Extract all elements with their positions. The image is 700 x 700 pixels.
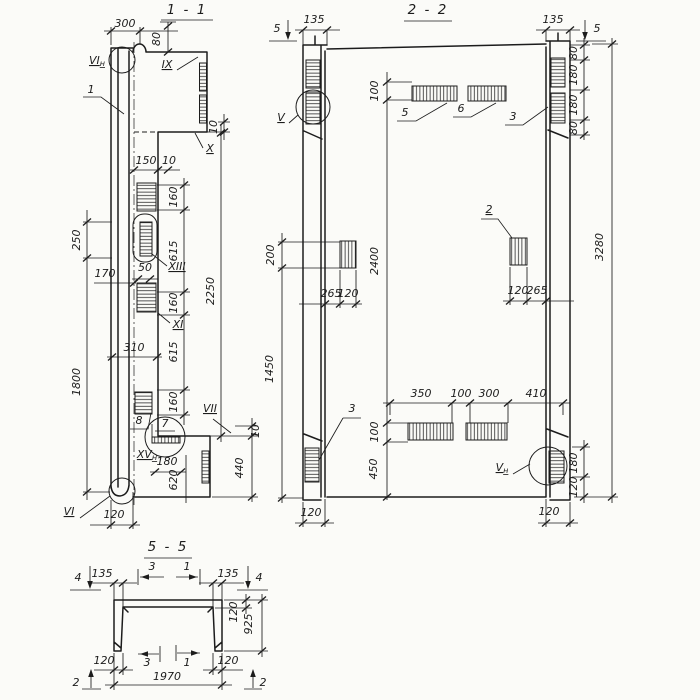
- weld-plate: [140, 222, 152, 256]
- section-marker-4-right: 4: [255, 571, 263, 584]
- dim-label-50: 50: [138, 261, 152, 274]
- dim-label-180: 180: [567, 94, 580, 116]
- dim-label-1970: 1970: [153, 670, 181, 683]
- section-marker-1-top: 1: [183, 560, 191, 573]
- dim-label-180: 180: [567, 452, 580, 474]
- node-label-xiii: XIII: [168, 260, 186, 273]
- dim-label-615: 615: [167, 341, 180, 363]
- dim-label-10: 10: [207, 120, 220, 134]
- section-title-2-2: 2 - 2: [407, 2, 449, 18]
- position-label-6: 6: [457, 102, 465, 115]
- dim-label-170: 170: [94, 267, 116, 280]
- section-1-1-outline: [111, 44, 210, 497]
- dim-label-135: 135: [91, 567, 113, 580]
- dim-label-10: 10: [162, 154, 176, 167]
- dim-label-120: 120: [538, 505, 560, 518]
- weld-plate: [202, 451, 209, 483]
- position-label-2: 2: [485, 203, 493, 216]
- weld-plate: [306, 92, 320, 124]
- dim-label-100: 100: [450, 387, 472, 400]
- node-label-x: X: [206, 142, 214, 155]
- dim-label-200: 200: [264, 244, 277, 266]
- weld-plate: [549, 451, 564, 483]
- weld-plate: [340, 241, 356, 268]
- dim-label-410: 410: [525, 387, 547, 400]
- weld-plate: [408, 423, 453, 440]
- node-label-vi: VI: [63, 505, 75, 518]
- position-label-7: 7: [161, 417, 169, 430]
- dim-label-300: 300: [478, 387, 500, 400]
- position-label-8: 8: [135, 414, 143, 427]
- section-marker-2-left: 2: [72, 676, 80, 689]
- weld-plate: [510, 238, 527, 265]
- dim-label-80: 80: [567, 46, 580, 60]
- node-label-ix: IX: [161, 58, 173, 71]
- dim-label-80: 80: [567, 121, 580, 135]
- dim-label-1450: 1450: [263, 355, 276, 383]
- node-label-v: V: [277, 111, 285, 124]
- node-label-v-n: Vн: [495, 461, 509, 475]
- weld-plate: [466, 423, 507, 440]
- section-marker-3-top: 3: [148, 560, 156, 573]
- weld-plate: [551, 93, 565, 123]
- weld-plate: [137, 283, 156, 312]
- dim-label-2250: 2250: [204, 277, 217, 305]
- dim-label-310: 310: [123, 341, 145, 354]
- position-label-1: 1: [87, 83, 95, 96]
- weld-plate: [412, 86, 457, 101]
- section-marker-2-right: 2: [259, 676, 267, 689]
- dim-label-180: 180: [567, 64, 580, 86]
- section-title-5-5: 5 - 5: [147, 539, 189, 555]
- dim-label-160: 160: [167, 292, 180, 314]
- dim-label-120: 120: [507, 284, 529, 297]
- dim-label-135: 135: [542, 13, 564, 26]
- weld-plate: [135, 392, 152, 414]
- dim-label-120: 120: [93, 654, 115, 667]
- section-title-1-1: 1 - 1: [166, 2, 208, 18]
- dim-label-100: 100: [368, 80, 381, 102]
- dim-label-135: 135: [217, 567, 239, 580]
- weld-plate: [200, 63, 207, 91]
- dim-label-120: 120: [217, 654, 239, 667]
- position-label-3: 3: [348, 402, 356, 415]
- dim-label-925: 925: [242, 613, 255, 635]
- dim-label-160: 160: [167, 391, 180, 413]
- dim-label-615: 615: [167, 240, 180, 262]
- dim-label-10: 10: [249, 424, 262, 438]
- weld-plate: [305, 448, 319, 482]
- dim-label-135: 135: [303, 13, 325, 26]
- bearing-plate: [152, 437, 180, 443]
- section-2-2: [263, 2, 618, 527]
- dim-label-2400: 2400: [368, 247, 381, 275]
- node-label-xi: XI: [172, 318, 184, 331]
- dim-label-440: 440: [233, 457, 246, 479]
- dim-label-150: 150: [135, 154, 157, 167]
- section-1-1: [64, 2, 262, 529]
- dim-label-160: 160: [167, 186, 180, 208]
- dim-label-180: 180: [156, 455, 178, 468]
- dim-label-120: 120: [567, 476, 580, 498]
- section-marker-1-bottom: 1: [183, 656, 191, 669]
- dim-label-450: 450: [367, 458, 380, 480]
- dim-label-1800: 1800: [70, 368, 83, 396]
- weld-plate: [468, 86, 506, 101]
- section-marker-5-right: 5: [593, 22, 601, 35]
- weld-plate: [551, 58, 565, 87]
- position-label-3: 3: [509, 110, 517, 123]
- dim-label-120: 120: [337, 287, 359, 300]
- dim-label-120: 120: [227, 601, 240, 623]
- node-label-vii: VII: [202, 402, 218, 415]
- dim-label-350: 350: [410, 387, 432, 400]
- node-circle: [109, 47, 135, 73]
- dim-label-265: 265: [526, 284, 548, 297]
- dim-label-265: 265: [320, 287, 342, 300]
- dim-label-120: 120: [300, 506, 322, 519]
- position-label-5: 5: [401, 106, 409, 119]
- dim-label-100: 100: [368, 421, 381, 443]
- node-label-xv-n: XVн: [136, 448, 158, 462]
- weld-plate: [200, 95, 207, 123]
- weld-plate: [306, 60, 320, 88]
- dim-label-620: 620: [167, 469, 180, 491]
- dim-label-80: 80: [150, 32, 163, 46]
- node-label-vi-n: VIн: [88, 54, 106, 68]
- section-marker-4-left: 4: [74, 571, 82, 584]
- dim-label-250: 250: [70, 229, 83, 251]
- dim-label-120: 120: [103, 508, 125, 521]
- section-5-5: [70, 539, 268, 690]
- section-marker-5-left: 5: [273, 22, 281, 35]
- section-marker-3-bottom: 3: [143, 656, 151, 669]
- weld-plate: [137, 183, 156, 211]
- section-5-5-outline: [114, 600, 222, 651]
- dim-label-3280: 3280: [593, 233, 606, 261]
- dim-label-300: 300: [114, 17, 136, 30]
